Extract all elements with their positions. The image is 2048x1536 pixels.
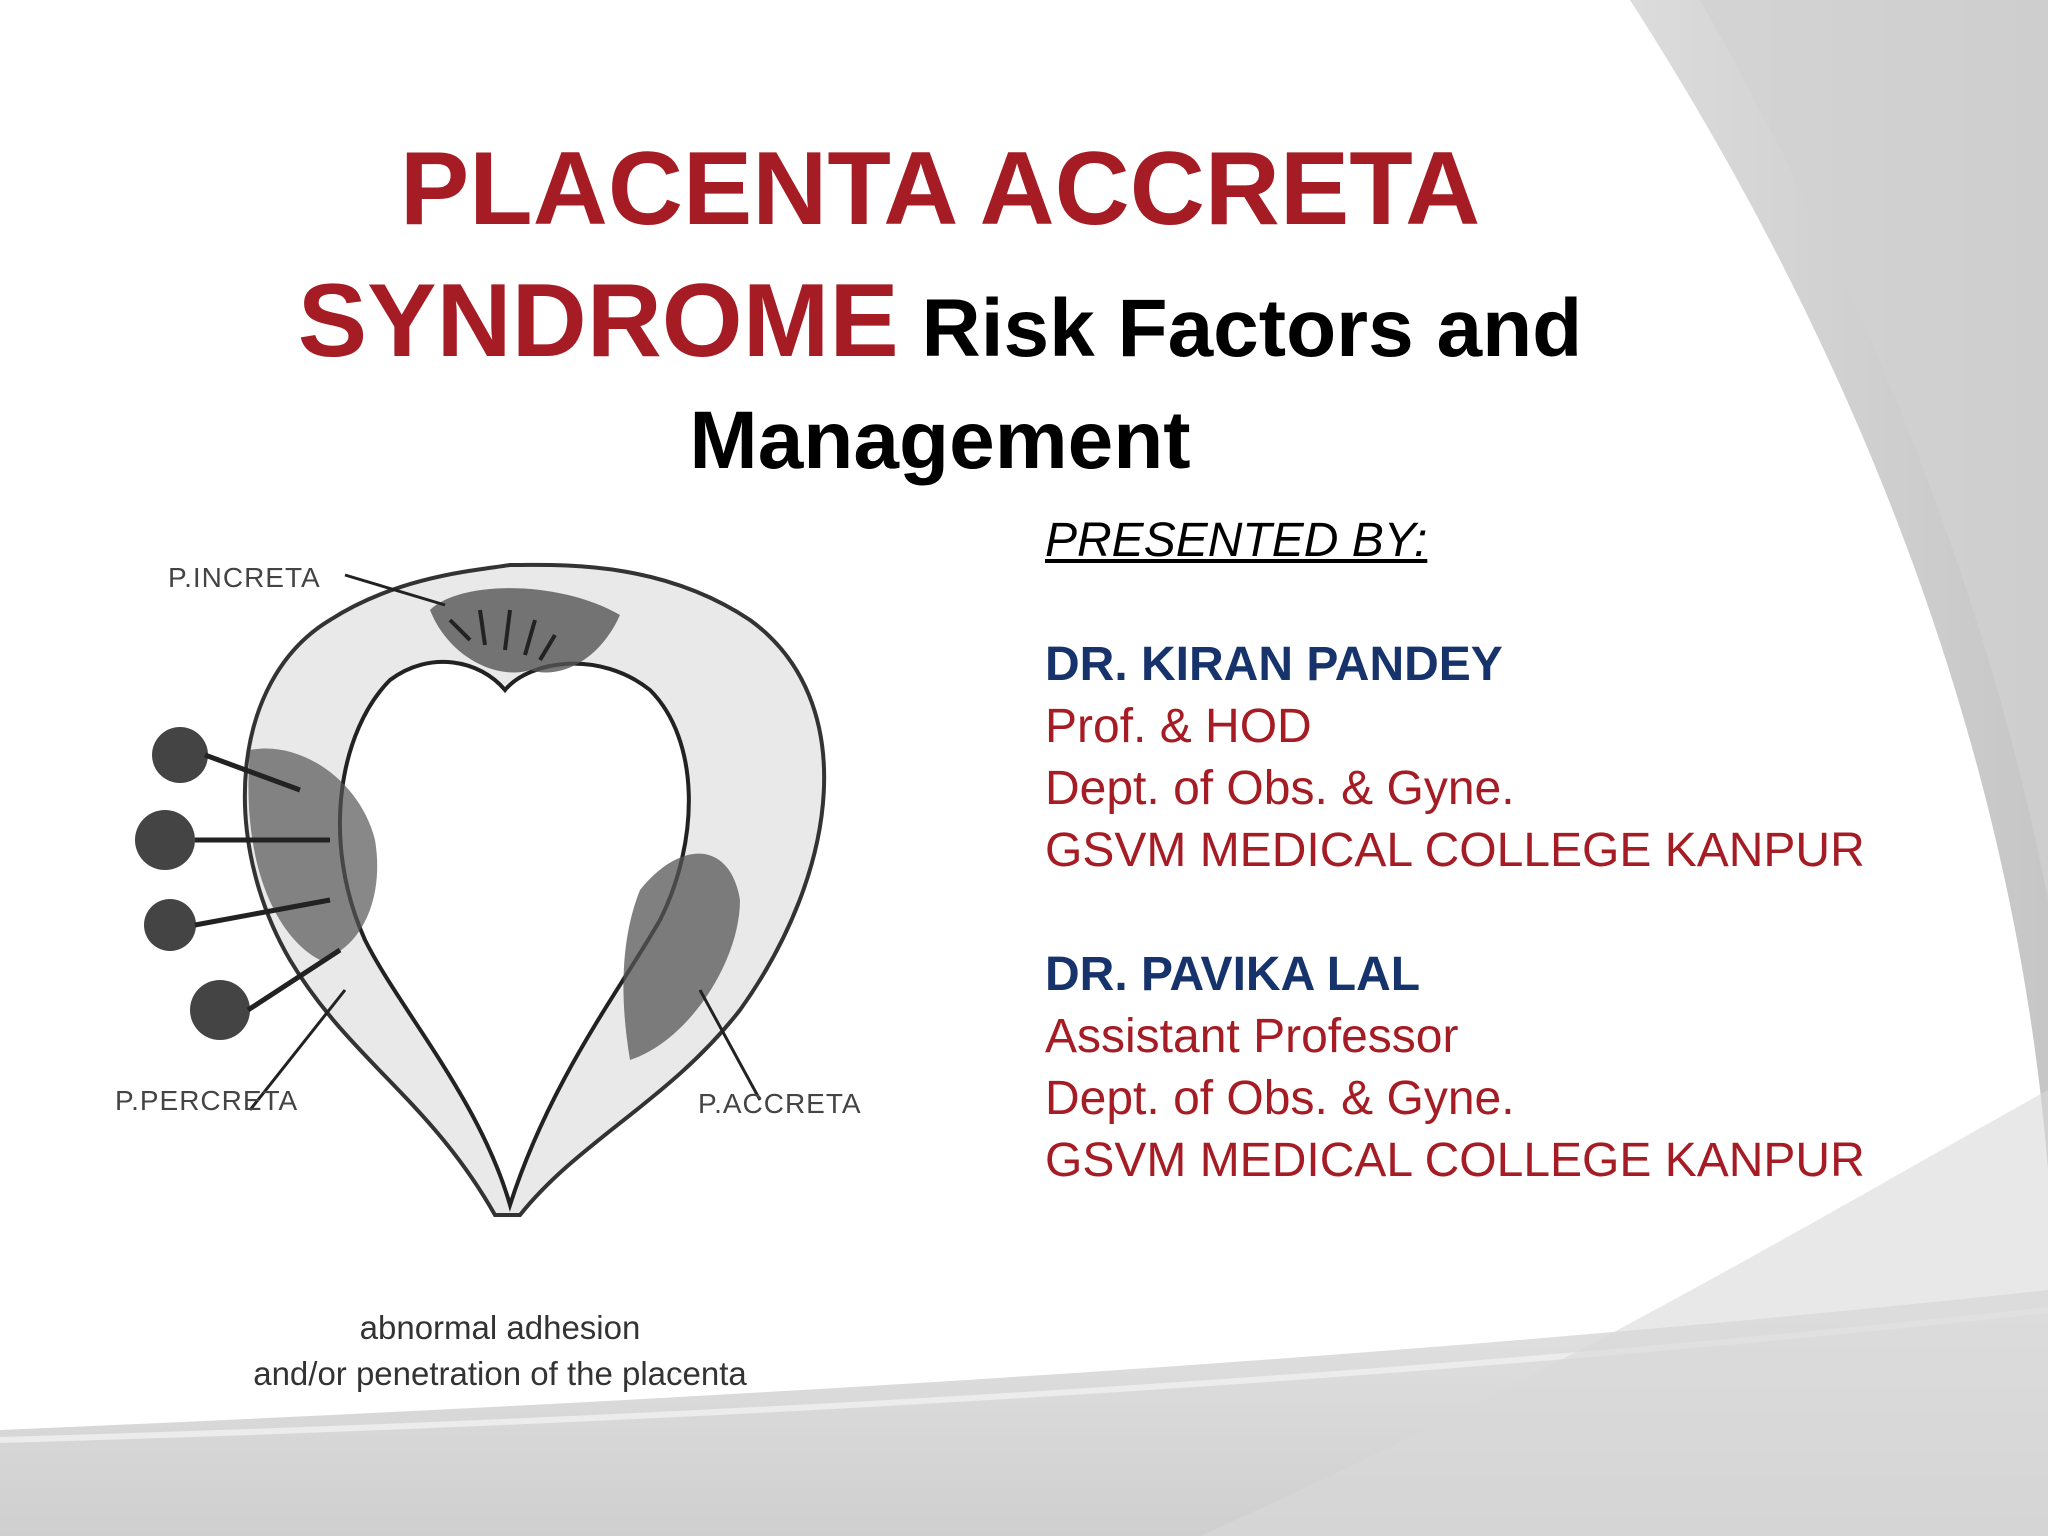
title-subtitle-part: Risk Factors and [898, 283, 1583, 374]
presenters-block [1045, 510, 2025, 1192]
presenter-2-dept: Dept. of Obs. & Gyne. [1045, 1072, 1515, 1125]
figure-caption [150, 1305, 850, 1397]
presenter-1-college: GSVM MEDICAL COLLEGE KANPUR [1045, 824, 1865, 877]
label-accreta: P.ACCRETA [698, 1088, 862, 1119]
label-increta: P.INCRETA [168, 562, 321, 593]
label-percreta: P.PERCRETA [115, 1085, 299, 1116]
title-line-1: PLACENTA ACCRETA [399, 131, 1481, 247]
presenter-1-title: Prof. & HOD [1045, 700, 1312, 753]
presenter-1-name: DR. KIRAN PANDEY [1045, 638, 1503, 691]
presenter-2-title: Assistant Professor [1045, 1010, 1459, 1063]
caption-line-1: abnormal adhesion [359, 1309, 641, 1346]
presented-by-label: PRESENTED BY: [1045, 514, 1428, 567]
placenta-diagram [100, 540, 920, 1400]
presenter-2-name: DR. PAVIKA LAL [1045, 948, 1421, 1001]
caption-line-2: and/or penetration of the placenta [253, 1355, 747, 1392]
presenter-2-college: GSVM MEDICAL COLLEGE KANPUR [1045, 1134, 1865, 1187]
presenter-1-dept: Dept. of Obs. & Gyne. [1045, 762, 1515, 815]
title-syndrome: SYNDROME [297, 263, 899, 379]
title-line-3: Management [689, 395, 1191, 486]
uterus-illustration [100, 540, 920, 1300]
title-line-2 [0, 262, 1880, 381]
